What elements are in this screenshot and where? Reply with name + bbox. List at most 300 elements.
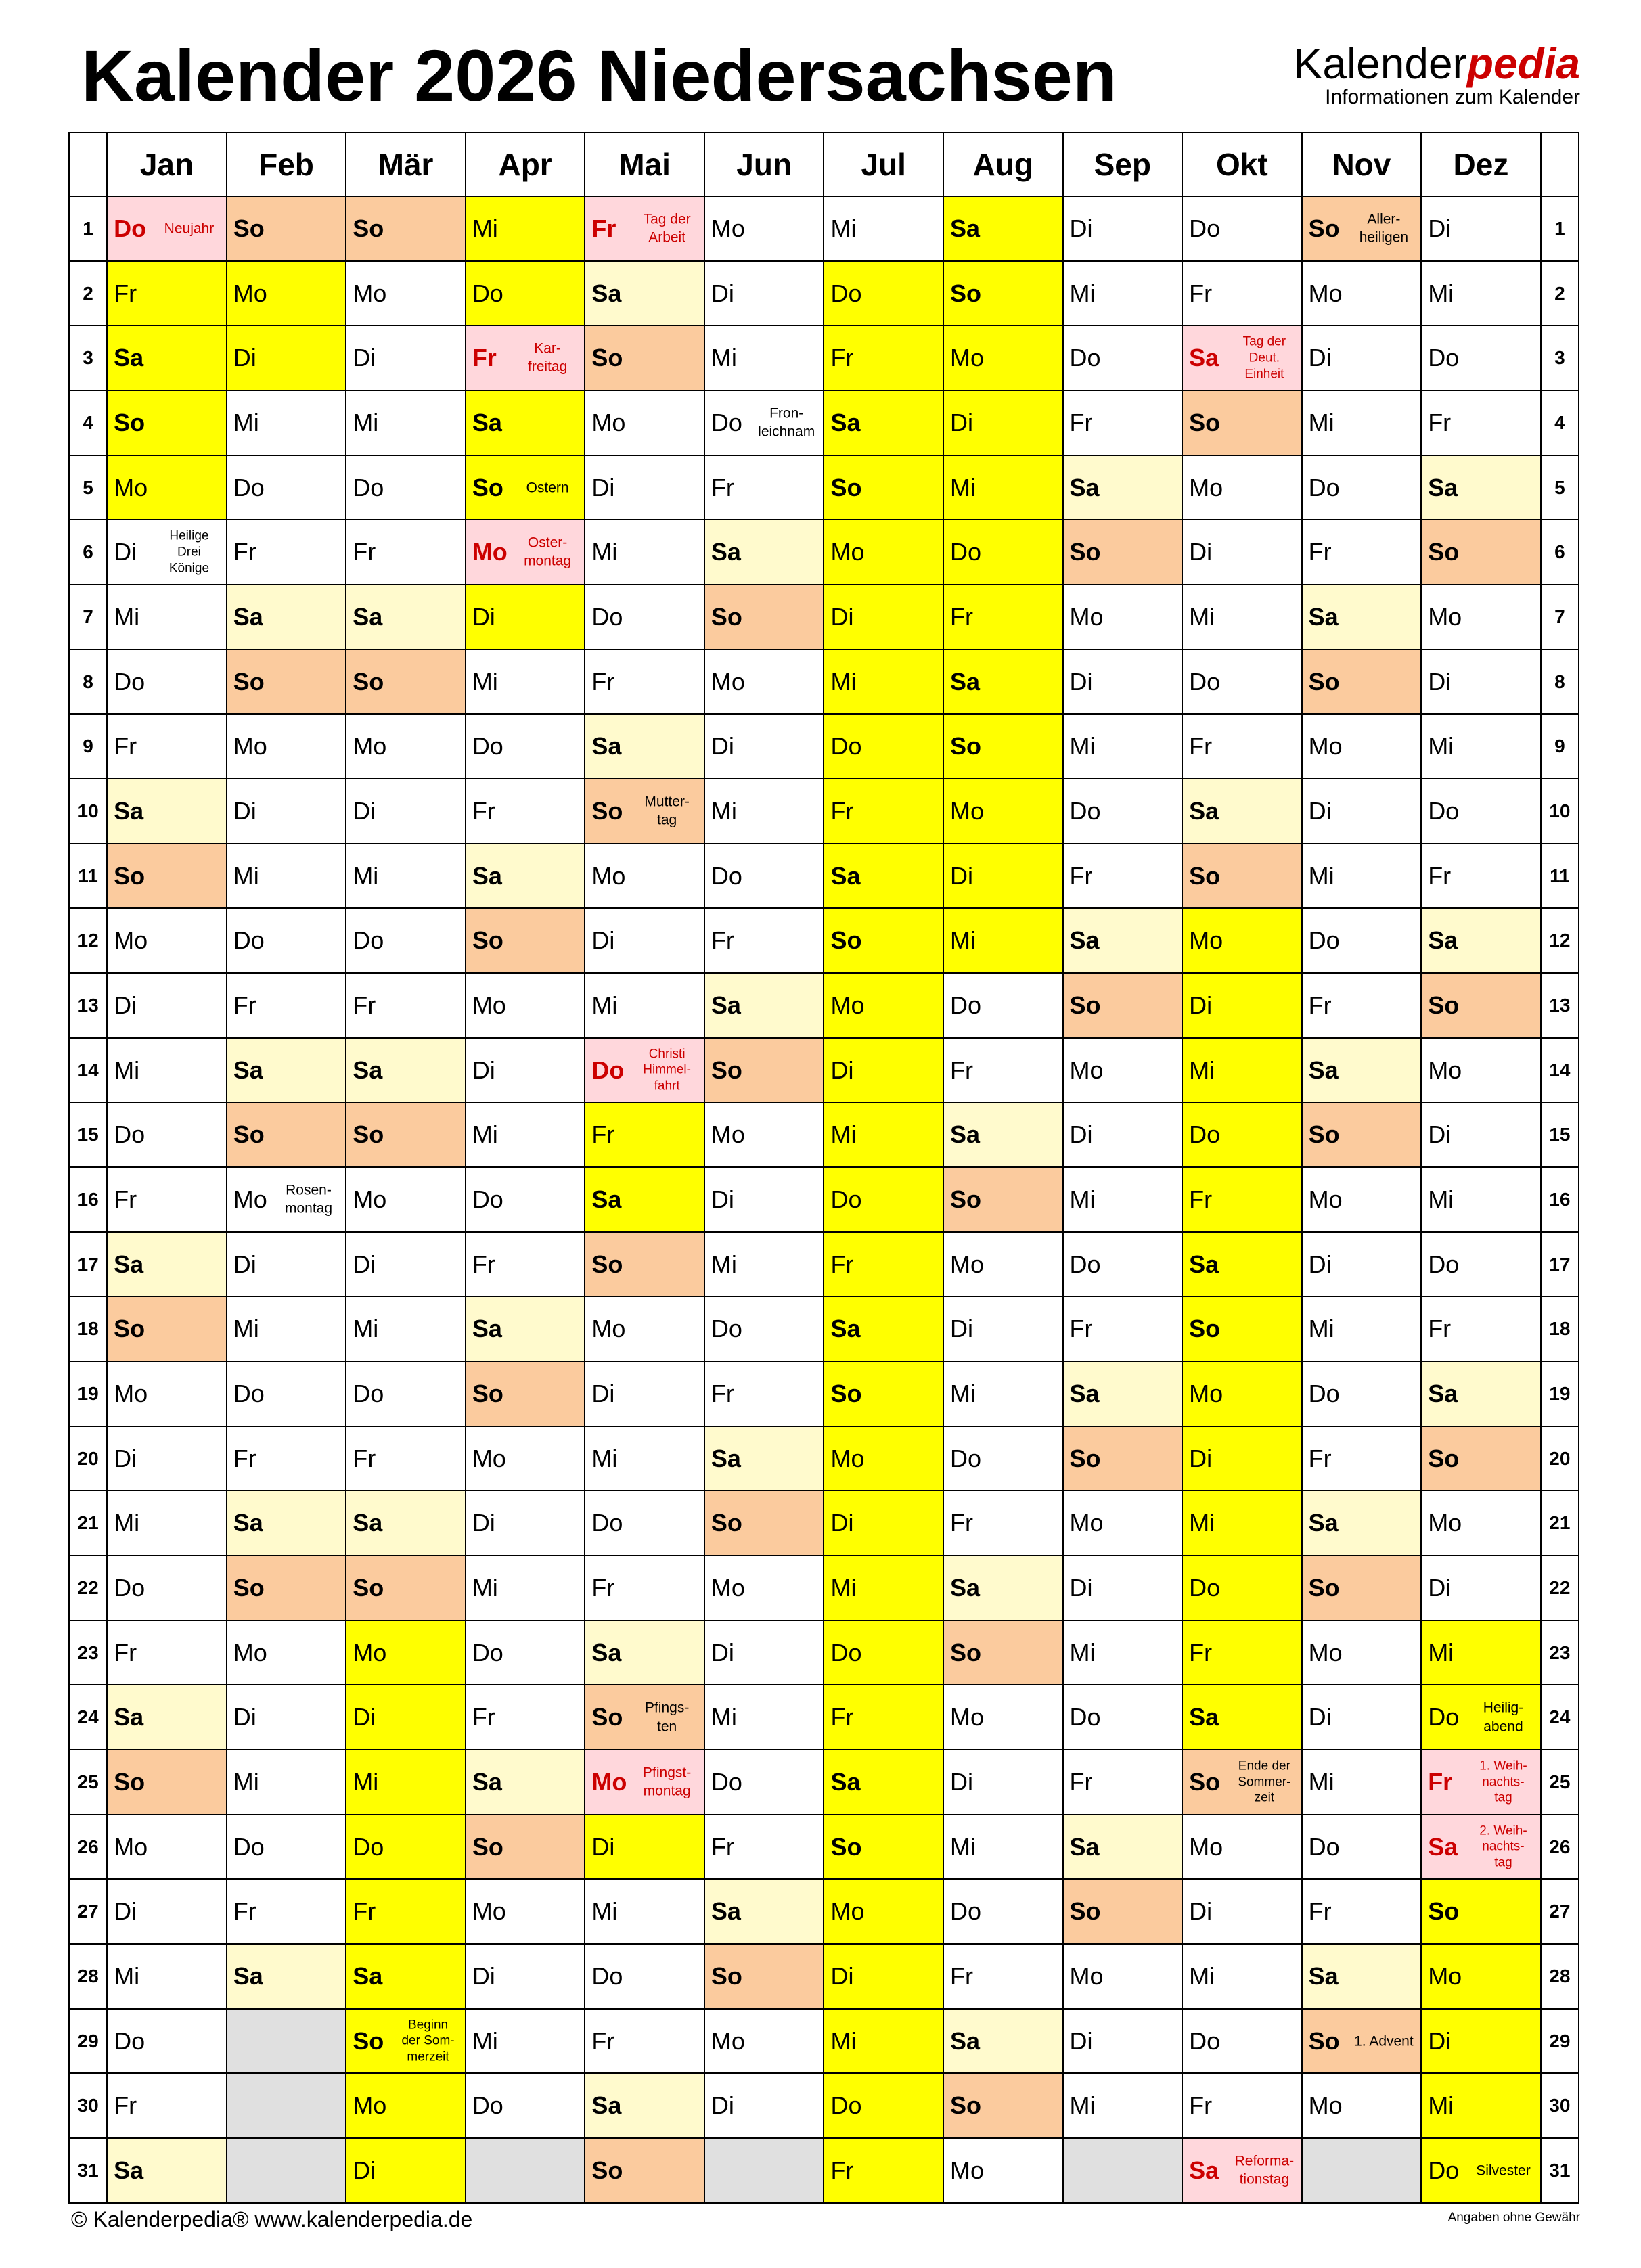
day-cell[interactable] (346, 1685, 466, 1750)
day-cell[interactable] (824, 2009, 943, 2074)
day-cell[interactable] (346, 390, 466, 455)
day-cell[interactable] (824, 973, 943, 1038)
day-cell[interactable] (1182, 1685, 1302, 1750)
day-cell[interactable] (1421, 520, 1541, 585)
day-cell[interactable] (1182, 908, 1302, 973)
day-cell[interactable] (943, 1426, 1063, 1491)
day-cell[interactable] (107, 1556, 227, 1620)
day-cell[interactable] (107, 196, 227, 261)
day-cell[interactable] (585, 1038, 704, 1103)
day-cell[interactable] (585, 1685, 704, 1750)
day-cell[interactable] (704, 779, 824, 844)
day-cell[interactable] (1421, 196, 1541, 261)
day-cell[interactable] (466, 908, 585, 973)
day-cell[interactable] (585, 2009, 704, 2074)
day-cell[interactable] (704, 1038, 824, 1103)
day-cell[interactable] (704, 390, 824, 455)
day-cell[interactable] (1063, 390, 1183, 455)
day-cell[interactable] (824, 1102, 943, 1167)
day-cell[interactable] (466, 1102, 585, 1167)
day-cell[interactable] (585, 390, 704, 455)
day-cell[interactable] (227, 1879, 346, 1944)
day-cell[interactable] (704, 650, 824, 715)
day-cell[interactable] (107, 779, 227, 844)
day-cell[interactable] (1302, 1944, 1422, 2009)
day-cell[interactable] (227, 714, 346, 779)
day-cell[interactable] (466, 520, 585, 585)
day-cell[interactable] (1063, 1556, 1183, 1620)
day-cell[interactable] (1421, 2073, 1541, 2138)
day-cell[interactable] (1421, 1944, 1541, 2009)
day-cell[interactable] (704, 1232, 824, 1297)
day-cell[interactable] (1421, 1879, 1541, 1944)
day-cell[interactable] (1421, 1296, 1541, 1361)
day-cell[interactable] (824, 779, 943, 844)
day-cell[interactable] (1063, 908, 1183, 973)
day-cell[interactable] (824, 650, 943, 715)
day-cell[interactable] (704, 325, 824, 390)
day-cell[interactable] (943, 779, 1063, 844)
day-cell[interactable] (704, 844, 824, 909)
day-cell[interactable] (107, 1879, 227, 1944)
day-cell[interactable] (1182, 714, 1302, 779)
day-cell[interactable] (1182, 1361, 1302, 1426)
day-cell[interactable] (227, 1750, 346, 1815)
day-cell[interactable] (943, 1361, 1063, 1426)
day-cell[interactable] (824, 455, 943, 520)
day-cell[interactable] (1421, 973, 1541, 1038)
day-cell[interactable] (585, 1944, 704, 2009)
day-cell[interactable] (466, 650, 585, 715)
day-cell[interactable] (1182, 1620, 1302, 1685)
day-cell[interactable] (227, 1491, 346, 1556)
day-cell[interactable] (1063, 714, 1183, 779)
day-cell[interactable] (1302, 1167, 1422, 1232)
day-cell[interactable] (466, 1879, 585, 1944)
day-cell[interactable] (346, 585, 466, 650)
day-cell[interactable] (1063, 1944, 1183, 2009)
day-cell[interactable] (585, 1750, 704, 1815)
day-cell[interactable] (704, 455, 824, 520)
day-cell[interactable] (107, 2009, 227, 2074)
day-cell[interactable] (1063, 585, 1183, 650)
day-cell[interactable] (824, 2138, 943, 2203)
day-cell[interactable] (1182, 196, 1302, 261)
day-cell[interactable] (704, 1426, 824, 1491)
day-cell[interactable] (824, 1620, 943, 1685)
day-cell[interactable] (107, 844, 227, 909)
day-cell[interactable] (1182, 1102, 1302, 1167)
day-cell[interactable] (943, 908, 1063, 973)
day-cell[interactable] (1063, 455, 1183, 520)
day-cell[interactable] (227, 1038, 346, 1103)
day-cell[interactable] (943, 1685, 1063, 1750)
day-cell[interactable] (227, 1296, 346, 1361)
day-cell[interactable] (1182, 2138, 1302, 2203)
day-cell[interactable] (107, 455, 227, 520)
day-cell[interactable] (227, 908, 346, 973)
day-cell[interactable] (1421, 2138, 1541, 2203)
day-cell[interactable] (1421, 390, 1541, 455)
day-cell[interactable] (943, 1879, 1063, 1944)
day-cell[interactable] (585, 1491, 704, 1556)
day-cell[interactable] (943, 1232, 1063, 1297)
day-cell[interactable] (466, 1750, 585, 1815)
day-cell[interactable] (227, 1361, 346, 1426)
day-cell[interactable] (1421, 1102, 1541, 1167)
day-cell[interactable] (704, 1750, 824, 1815)
day-cell[interactable] (227, 520, 346, 585)
day-cell[interactable] (107, 908, 227, 973)
day-cell[interactable] (1302, 455, 1422, 520)
day-cell[interactable] (704, 261, 824, 326)
day-cell[interactable] (227, 261, 346, 326)
day-cell[interactable] (585, 908, 704, 973)
day-cell[interactable] (1182, 1167, 1302, 1232)
day-cell[interactable] (1302, 1620, 1422, 1685)
day-cell[interactable] (466, 585, 585, 650)
day-cell[interactable] (824, 1426, 943, 1491)
day-cell[interactable] (107, 520, 227, 585)
day-cell[interactable] (585, 779, 704, 844)
day-cell[interactable] (585, 1361, 704, 1426)
day-cell[interactable] (107, 2073, 227, 2138)
day-cell[interactable] (227, 1102, 346, 1167)
day-cell[interactable] (1302, 1685, 1422, 1750)
day-cell[interactable] (824, 1685, 943, 1750)
day-cell[interactable] (943, 1750, 1063, 1815)
day-cell[interactable] (466, 2073, 585, 2138)
day-cell[interactable] (1302, 1491, 1422, 1556)
day-cell[interactable] (1302, 908, 1422, 973)
day-cell[interactable] (227, 844, 346, 909)
day-cell[interactable] (1063, 261, 1183, 326)
day-cell[interactable] (585, 520, 704, 585)
day-cell[interactable] (1421, 1685, 1541, 1750)
day-cell[interactable] (227, 325, 346, 390)
day-cell[interactable] (1182, 844, 1302, 909)
day-cell[interactable] (1302, 1102, 1422, 1167)
day-cell[interactable] (824, 390, 943, 455)
day-cell[interactable] (227, 390, 346, 455)
day-cell[interactable] (1063, 1815, 1183, 1880)
day-cell[interactable] (704, 1620, 824, 1685)
day-cell[interactable] (466, 196, 585, 261)
day-cell[interactable] (824, 520, 943, 585)
day-cell[interactable] (227, 650, 346, 715)
day-cell[interactable] (824, 908, 943, 973)
day-cell[interactable] (107, 973, 227, 1038)
day-cell[interactable] (1182, 1750, 1302, 1815)
day-cell[interactable] (1302, 844, 1422, 909)
day-cell[interactable] (1182, 1426, 1302, 1491)
day-cell[interactable] (585, 1815, 704, 1880)
day-cell[interactable] (346, 2073, 466, 2138)
day-cell[interactable] (824, 1491, 943, 1556)
day-cell[interactable] (943, 650, 1063, 715)
day-cell[interactable] (1421, 1361, 1541, 1426)
day-cell[interactable] (1302, 390, 1422, 455)
day-cell[interactable] (107, 1426, 227, 1491)
day-cell[interactable] (107, 1167, 227, 1232)
day-cell[interactable] (107, 1944, 227, 2009)
day-cell[interactable] (1421, 1491, 1541, 1556)
day-cell[interactable] (1421, 1620, 1541, 1685)
day-cell[interactable] (585, 196, 704, 261)
day-cell[interactable] (1182, 1944, 1302, 2009)
day-cell[interactable] (107, 325, 227, 390)
day-cell[interactable] (585, 1296, 704, 1361)
day-cell[interactable] (824, 1944, 943, 2009)
day-cell[interactable] (1302, 261, 1422, 326)
day-cell[interactable] (824, 325, 943, 390)
day-cell[interactable] (1063, 2009, 1183, 2074)
day-cell[interactable] (704, 1944, 824, 2009)
day-cell[interactable] (1182, 520, 1302, 585)
day-cell[interactable] (1302, 1296, 1422, 1361)
day-cell[interactable] (466, 1491, 585, 1556)
day-cell[interactable] (1182, 1296, 1302, 1361)
day-cell[interactable] (346, 1167, 466, 1232)
day-cell[interactable] (227, 585, 346, 650)
day-cell[interactable] (466, 390, 585, 455)
day-cell[interactable] (1063, 2073, 1183, 2138)
day-cell[interactable] (1302, 2009, 1422, 2074)
day-cell[interactable] (227, 1556, 346, 1620)
day-cell[interactable] (1421, 1167, 1541, 1232)
day-cell[interactable] (824, 1296, 943, 1361)
day-cell[interactable] (585, 1232, 704, 1297)
day-cell[interactable] (943, 520, 1063, 585)
day-cell[interactable] (824, 1167, 943, 1232)
day-cell[interactable] (943, 2009, 1063, 2074)
day-cell[interactable] (107, 1750, 227, 1815)
day-cell[interactable] (1302, 585, 1422, 650)
day-cell[interactable] (1302, 325, 1422, 390)
day-cell[interactable] (1182, 1879, 1302, 1944)
day-cell[interactable] (346, 1879, 466, 1944)
day-cell[interactable] (1063, 1167, 1183, 1232)
day-cell[interactable] (1063, 973, 1183, 1038)
day-cell[interactable] (1302, 196, 1422, 261)
day-cell[interactable] (943, 585, 1063, 650)
day-cell[interactable] (227, 1426, 346, 1491)
day-cell[interactable] (466, 1167, 585, 1232)
day-cell[interactable] (585, 714, 704, 779)
day-cell[interactable] (704, 2009, 824, 2074)
day-cell[interactable] (1182, 455, 1302, 520)
day-cell[interactable] (1182, 2073, 1302, 2138)
brand-logo[interactable] (1293, 39, 1580, 110)
day-cell[interactable] (1063, 1232, 1183, 1297)
day-cell[interactable] (227, 973, 346, 1038)
day-cell[interactable] (346, 973, 466, 1038)
day-cell[interactable] (1421, 1426, 1541, 1491)
day-cell[interactable] (1421, 1556, 1541, 1620)
day-cell[interactable] (227, 1685, 346, 1750)
day-cell[interactable] (585, 973, 704, 1038)
day-cell[interactable] (1063, 1102, 1183, 1167)
day-cell[interactable] (1302, 1038, 1422, 1103)
day-cell[interactable] (943, 973, 1063, 1038)
day-cell[interactable] (585, 844, 704, 909)
day-cell[interactable] (1421, 585, 1541, 650)
day-cell[interactable] (1063, 1491, 1183, 1556)
day-cell[interactable] (824, 1815, 943, 1880)
day-cell[interactable] (346, 1361, 466, 1426)
day-cell[interactable] (943, 1038, 1063, 1103)
day-cell[interactable] (346, 844, 466, 909)
day-cell[interactable] (227, 779, 346, 844)
day-cell[interactable] (1063, 844, 1183, 909)
day-cell[interactable] (346, 1944, 466, 2009)
day-cell[interactable] (346, 1556, 466, 1620)
day-cell[interactable] (704, 1879, 824, 1944)
day-cell[interactable] (346, 650, 466, 715)
day-cell[interactable] (466, 2009, 585, 2074)
day-cell[interactable] (107, 1620, 227, 1685)
day-cell[interactable] (466, 1426, 585, 1491)
day-cell[interactable] (1421, 1038, 1541, 1103)
day-cell[interactable] (346, 1296, 466, 1361)
day-cell[interactable] (1063, 1620, 1183, 1685)
day-cell[interactable] (1421, 844, 1541, 909)
day-cell[interactable] (1421, 650, 1541, 715)
day-cell[interactable] (1421, 325, 1541, 390)
day-cell[interactable] (1302, 1879, 1422, 1944)
day-cell[interactable] (1421, 779, 1541, 844)
day-cell[interactable] (107, 1815, 227, 1880)
day-cell[interactable] (585, 1879, 704, 1944)
day-cell[interactable] (585, 455, 704, 520)
day-cell[interactable] (346, 1750, 466, 1815)
day-cell[interactable] (824, 1879, 943, 1944)
day-cell[interactable] (346, 2138, 466, 2203)
day-cell[interactable] (107, 1491, 227, 1556)
day-cell[interactable] (824, 2073, 943, 2138)
day-cell[interactable] (824, 1038, 943, 1103)
day-cell[interactable] (824, 844, 943, 909)
day-cell[interactable] (1421, 455, 1541, 520)
day-cell[interactable] (824, 261, 943, 326)
day-cell[interactable] (1063, 650, 1183, 715)
day-cell[interactable] (346, 1815, 466, 1880)
day-cell[interactable] (107, 650, 227, 715)
day-cell[interactable] (704, 520, 824, 585)
day-cell[interactable] (1182, 390, 1302, 455)
day-cell[interactable] (1302, 1426, 1422, 1491)
day-cell[interactable] (943, 1620, 1063, 1685)
day-cell[interactable] (1421, 261, 1541, 326)
day-cell[interactable] (1421, 1232, 1541, 1297)
day-cell[interactable] (107, 261, 227, 326)
day-cell[interactable] (1063, 196, 1183, 261)
day-cell[interactable] (1302, 779, 1422, 844)
day-cell[interactable] (1063, 1296, 1183, 1361)
day-cell[interactable] (466, 844, 585, 909)
day-cell[interactable] (466, 1556, 585, 1620)
day-cell[interactable] (943, 714, 1063, 779)
day-cell[interactable] (704, 1815, 824, 1880)
day-cell[interactable] (1063, 1361, 1183, 1426)
day-cell[interactable] (1063, 520, 1183, 585)
day-cell[interactable] (1182, 261, 1302, 326)
day-cell[interactable] (943, 1491, 1063, 1556)
day-cell[interactable] (943, 1815, 1063, 1880)
day-cell[interactable] (824, 585, 943, 650)
day-cell[interactable] (704, 1685, 824, 1750)
day-cell[interactable] (346, 1426, 466, 1491)
day-cell[interactable] (585, 325, 704, 390)
day-cell[interactable] (1421, 908, 1541, 973)
day-cell[interactable] (704, 1102, 824, 1167)
day-cell[interactable] (943, 1944, 1063, 2009)
day-cell[interactable] (1302, 1556, 1422, 1620)
day-cell[interactable] (585, 1620, 704, 1685)
day-cell[interactable] (466, 1620, 585, 1685)
day-cell[interactable] (1182, 779, 1302, 844)
day-cell[interactable] (1302, 973, 1422, 1038)
day-cell[interactable] (585, 2138, 704, 2203)
day-cell[interactable] (824, 1232, 943, 1297)
day-cell[interactable] (346, 1491, 466, 1556)
day-cell[interactable] (1063, 325, 1183, 390)
day-cell[interactable] (585, 1426, 704, 1491)
day-cell[interactable] (1302, 520, 1422, 585)
day-cell[interactable] (824, 196, 943, 261)
day-cell[interactable] (107, 1296, 227, 1361)
day-cell[interactable] (1063, 1750, 1183, 1815)
day-cell[interactable] (943, 261, 1063, 326)
day-cell[interactable] (1182, 325, 1302, 390)
day-cell[interactable] (107, 714, 227, 779)
day-cell[interactable] (1421, 714, 1541, 779)
day-cell[interactable] (346, 325, 466, 390)
day-cell[interactable] (1182, 973, 1302, 1038)
day-cell[interactable] (107, 1102, 227, 1167)
day-cell[interactable] (704, 2073, 824, 2138)
day-cell[interactable] (1302, 1232, 1422, 1297)
day-cell[interactable] (704, 1167, 824, 1232)
day-cell[interactable] (943, 2138, 1063, 2203)
day-cell[interactable] (466, 1685, 585, 1750)
day-cell[interactable] (346, 455, 466, 520)
day-cell[interactable] (943, 1167, 1063, 1232)
day-cell[interactable] (346, 908, 466, 973)
day-cell[interactable] (1182, 2009, 1302, 2074)
day-cell[interactable] (704, 908, 824, 973)
day-cell[interactable] (466, 1296, 585, 1361)
day-cell[interactable] (943, 1556, 1063, 1620)
day-cell[interactable] (824, 1556, 943, 1620)
day-cell[interactable] (704, 585, 824, 650)
day-cell[interactable] (1182, 1232, 1302, 1297)
day-cell[interactable] (1421, 2009, 1541, 2074)
day-cell[interactable] (466, 1038, 585, 1103)
day-cell[interactable] (704, 1361, 824, 1426)
day-cell[interactable] (1302, 1361, 1422, 1426)
day-cell[interactable] (346, 1232, 466, 1297)
day-cell[interactable] (824, 1361, 943, 1426)
day-cell[interactable] (1182, 1038, 1302, 1103)
day-cell[interactable] (466, 1232, 585, 1297)
day-cell[interactable] (585, 261, 704, 326)
day-cell[interactable] (107, 1685, 227, 1750)
day-cell[interactable] (346, 1620, 466, 1685)
day-cell[interactable] (585, 1556, 704, 1620)
day-cell[interactable] (346, 261, 466, 326)
day-cell[interactable] (466, 779, 585, 844)
